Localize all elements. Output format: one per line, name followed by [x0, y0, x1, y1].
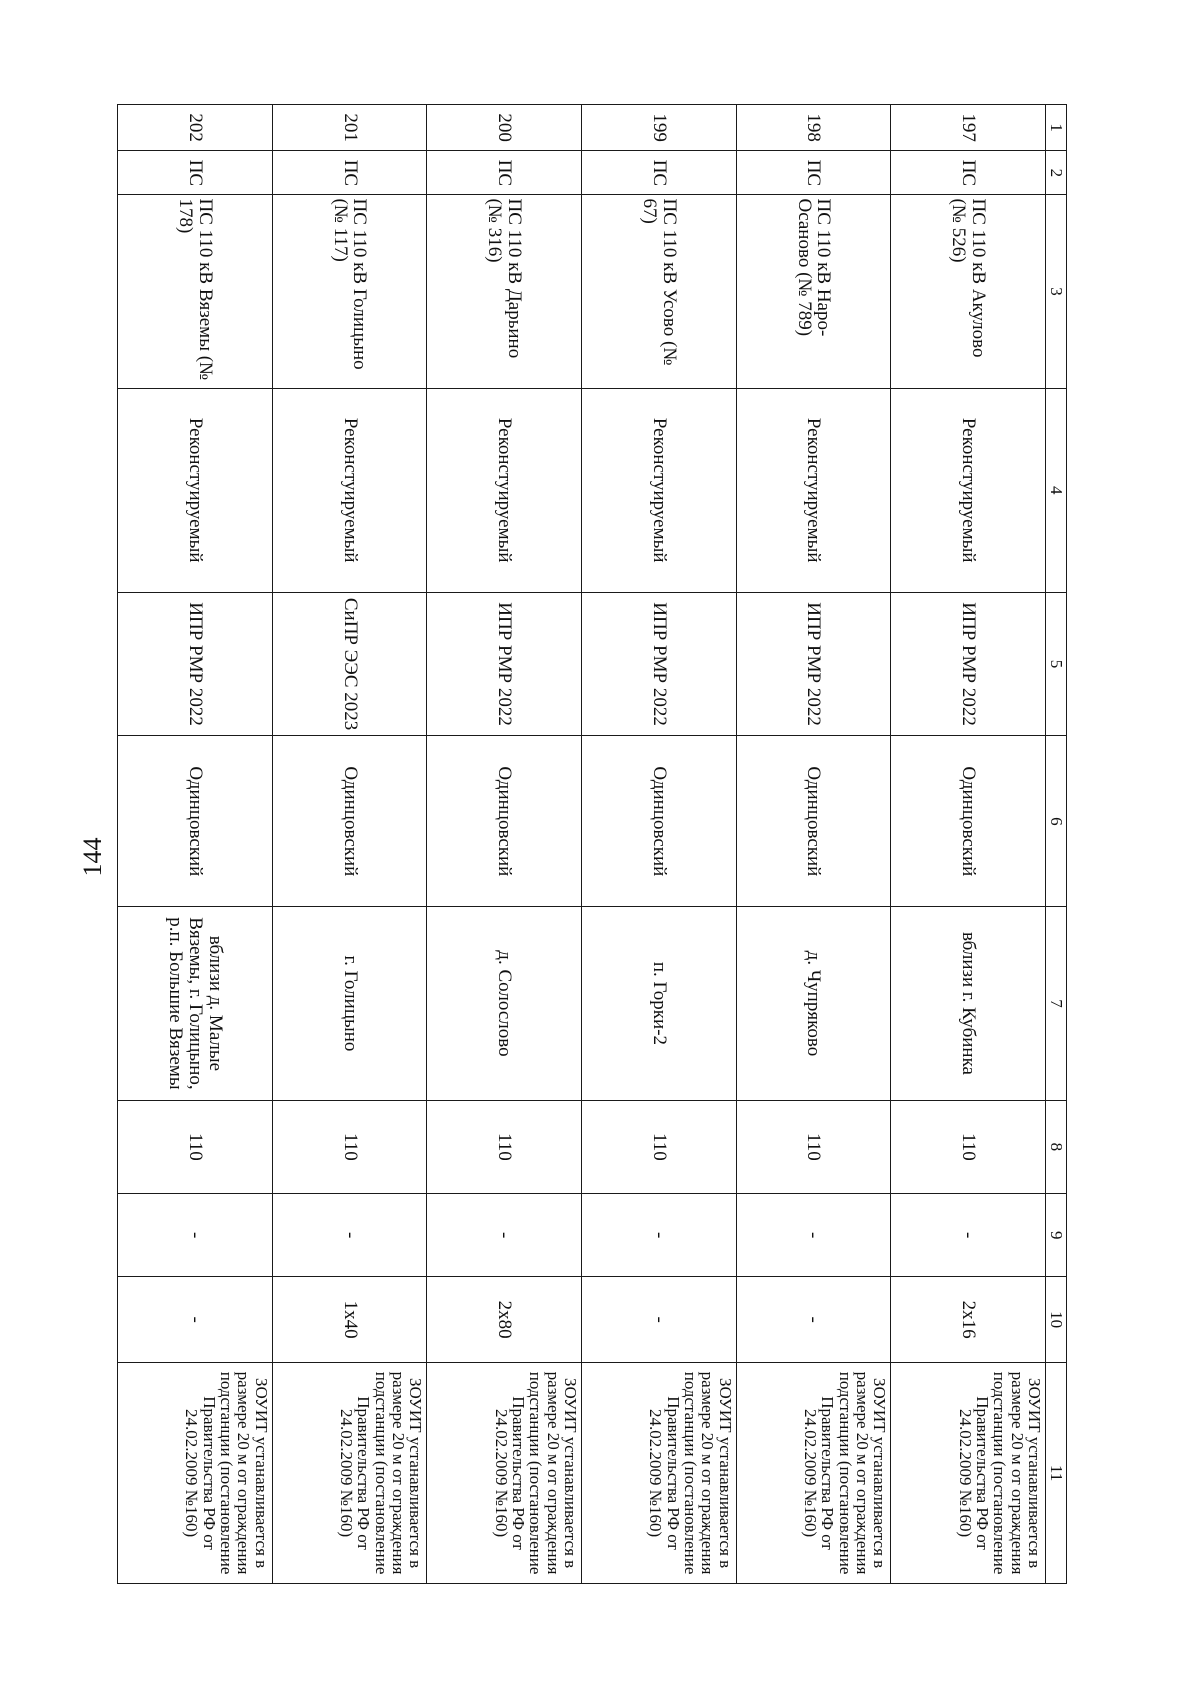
- voltage: 110: [891, 1100, 1046, 1194]
- object-status: Реконстуируемый: [582, 388, 737, 592]
- voltage: 110: [272, 1100, 427, 1194]
- column-header: 1: [1046, 105, 1067, 151]
- transformer-capacity: 2х16: [891, 1277, 1046, 1363]
- row-number: 202: [118, 105, 273, 151]
- row-number: 200: [427, 105, 582, 151]
- district: Одинцовский: [582, 736, 737, 907]
- source-document: ИПР РМР 2022: [427, 592, 582, 735]
- column-header: 6: [1046, 736, 1067, 907]
- column-header: 4: [1046, 388, 1067, 592]
- column-header: 8: [1046, 1100, 1067, 1194]
- protection-zone-note: ЗОУИТ устанавливается в размере 20 м от ограждения подстанции (постановление Правительства РФ от 24.02.2009 №160): [736, 1363, 891, 1584]
- table-row: [736, 105, 891, 1584]
- voltage: 110: [582, 1100, 737, 1194]
- column-header: 7: [1046, 907, 1067, 1100]
- district: Одинцовский: [427, 736, 582, 907]
- row-number: 199: [582, 105, 737, 151]
- protection-zone-note: ЗОУИТ устанавливается в размере 20 м от ограждения подстанции (постановление Правительства РФ от 24.02.2009 №160): [582, 1363, 737, 1584]
- table-row: [427, 105, 582, 1584]
- column-header: 5: [1046, 592, 1067, 735]
- object-type: ПС: [427, 151, 582, 195]
- column-header: 11: [1046, 1363, 1067, 1584]
- object-type: ПС: [582, 151, 737, 195]
- district: Одинцовский: [118, 736, 273, 907]
- voltage: 110: [736, 1100, 891, 1194]
- row-number: 201: [272, 105, 427, 151]
- table-row: [582, 105, 737, 1584]
- district: Одинцовский: [272, 736, 427, 907]
- protection-zone-note: ЗОУИТ устанавливается в размере 20 м от ограждения подстанции (постановление Правительства РФ от 24.02.2009 №160): [891, 1363, 1046, 1584]
- location: д. Чупряково: [736, 907, 891, 1100]
- voltage: 110: [427, 1100, 582, 1194]
- table-row: [272, 105, 427, 1584]
- column-9-value: -: [891, 1194, 1046, 1277]
- object-name: ПС 110 кВ Наро-Осаново (№ 789): [736, 195, 891, 388]
- location: д. Солослово: [427, 907, 582, 1100]
- source-document: СиПР ЭЭС 2023: [272, 592, 427, 735]
- object-name: ПС 110 кВ Дарьино (№ 316): [427, 195, 582, 388]
- object-name: ПС 110 кВ Усово (№ 67): [582, 195, 737, 388]
- column-9-value: -: [118, 1194, 273, 1277]
- voltage: 110: [118, 1100, 273, 1194]
- protection-zone-note: ЗОУИТ устанавливается в размере 20 м от ограждения подстанции (постановление Правительства РФ от 24.02.2009 №160): [272, 1363, 427, 1584]
- transformer-capacity: 1х40: [272, 1277, 427, 1363]
- object-type: ПС: [891, 151, 1046, 195]
- transformer-capacity: -: [736, 1277, 891, 1363]
- rotated-table-container: [117, 104, 1067, 1584]
- object-name: ПС 110 кВ Вяземы (№ 178): [118, 195, 273, 388]
- row-number: 198: [736, 105, 891, 151]
- object-status: Реконстуируемый: [118, 388, 273, 592]
- row-number: 197: [891, 105, 1046, 151]
- object-status: Реконстуируемый: [272, 388, 427, 592]
- location: вблизи д. Малые Вяземы, г. Голицыно, р.п. Большие Вяземы: [118, 907, 273, 1100]
- protection-zone-note: ЗОУИТ устанавливается в размере 20 м от ограждения подстанции (постановление Правительства РФ от 24.02.2009 №160): [118, 1363, 273, 1584]
- object-type: ПС: [118, 151, 273, 195]
- source-document: ИПР РМР 2022: [891, 592, 1046, 735]
- protection-zone-note: ЗОУИТ устанавливается в размере 20 м от ограждения подстанции (постановление Правительства РФ от 24.02.2009 №160): [427, 1363, 582, 1584]
- column-9-value: -: [272, 1194, 427, 1277]
- location: вблизи г. Кубинка: [891, 907, 1046, 1100]
- object-status: Реконстуируемый: [891, 388, 1046, 592]
- location: г. Голицыно: [272, 907, 427, 1100]
- object-type: ПС: [736, 151, 891, 195]
- column-header: 10: [1046, 1277, 1067, 1363]
- transformer-capacity: -: [582, 1277, 737, 1363]
- object-status: Реконстуируемый: [736, 388, 891, 592]
- object-name: ПС 110 кВ Голицыно (№ 117): [272, 195, 427, 388]
- source-document: ИПР РМР 2022: [736, 592, 891, 735]
- column-header: 9: [1046, 1194, 1067, 1277]
- column-header: 3: [1046, 195, 1067, 388]
- table-row: [891, 105, 1046, 1584]
- object-type: ПС: [272, 151, 427, 195]
- column-9-value: -: [582, 1194, 737, 1277]
- transformer-capacity: 2х80: [427, 1277, 582, 1363]
- table-row: [118, 105, 273, 1584]
- object-status: Реконстуируемый: [427, 388, 582, 592]
- transformer-capacity: -: [118, 1277, 273, 1363]
- column-header: 2: [1046, 151, 1067, 195]
- source-document: ИПР РМР 2022: [118, 592, 273, 735]
- district: Одинцовский: [891, 736, 1046, 907]
- page-number: 144: [78, 837, 107, 877]
- location: п. Горки-2: [582, 907, 737, 1100]
- column-9-value: -: [736, 1194, 891, 1277]
- substations-table: [117, 104, 1067, 1584]
- column-9-value: -: [427, 1194, 582, 1277]
- object-name: ПС 110 кВ Акулово (№ 526): [891, 195, 1046, 388]
- source-document: ИПР РМР 2022: [582, 592, 737, 735]
- district: Одинцовский: [736, 736, 891, 907]
- column-number-row: [1046, 105, 1067, 1584]
